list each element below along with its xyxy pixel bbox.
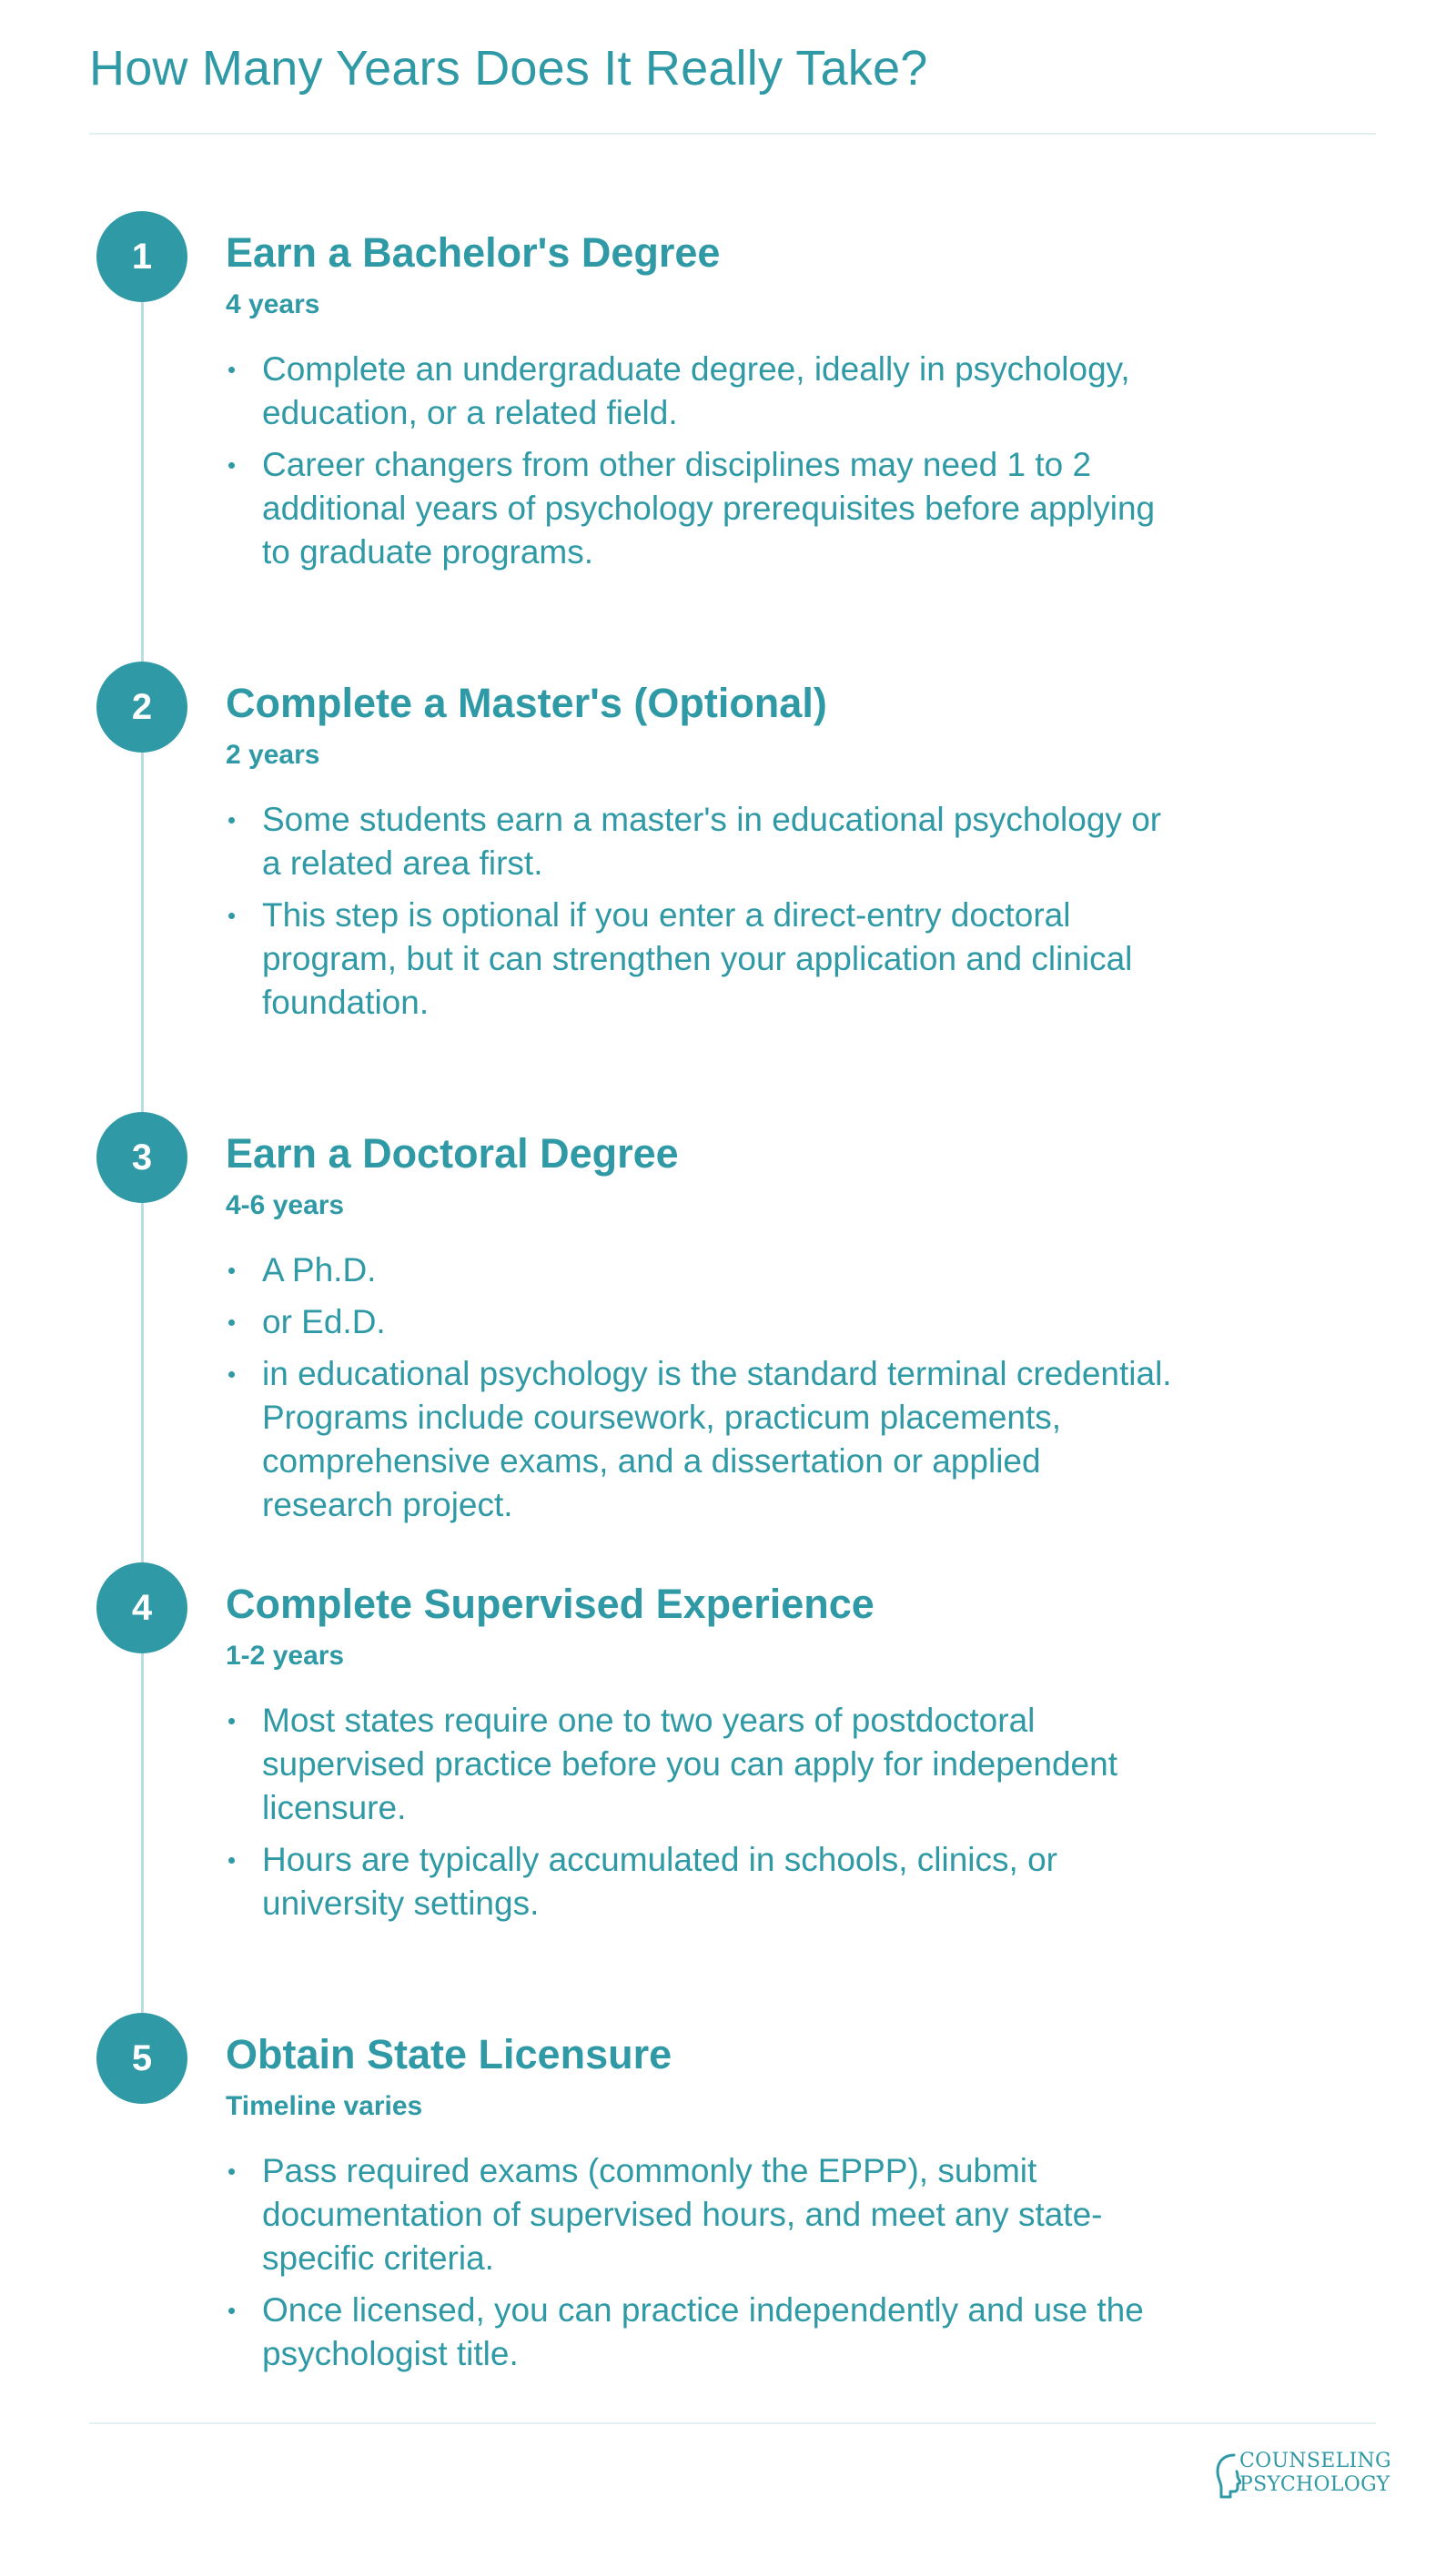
site-logo	[1214, 2448, 1391, 2504]
bullet-item: Most states require one to two years of postdoctoral supervised practice before you can apply for independent licensure.	[226, 1699, 1172, 1830]
bullet-item: Once licensed, you can practice independently and use the psychologist title.	[226, 2289, 1172, 2376]
footer-divider	[89, 2422, 1376, 2424]
step-bullet-list	[226, 2149, 1172, 2384]
step-title: Earn a Bachelor's Degree	[226, 229, 721, 276]
bullet-item: A Ph.D.	[226, 1248, 1172, 1292]
step-bullet-list	[226, 348, 1172, 582]
step-bullet-list	[226, 1699, 1172, 1934]
step-duration: Timeline varies	[226, 2091, 423, 2121]
step-number-badge: 4	[96, 1562, 187, 1653]
step-duration: 4-6 years	[226, 1190, 345, 1220]
bullet-item: Some students earn a master's in educational psychology or a related area first.	[226, 798, 1172, 885]
step-title: Earn a Doctoral Degree	[226, 1130, 679, 1177]
head-profile-icon	[1214, 2451, 1241, 2501]
bullet-item: or Ed.D.	[226, 1300, 1172, 1344]
bullet-item: Pass required exams (commonly the EPPP), submit documentation of supervised hours, and meet any state-specific criteria.	[226, 2149, 1172, 2280]
bullet-item: in educational psychology is the standard terminal credential. Programs include coursework, practicum placements, comprehensive exams, and a dissertation or applied research project.	[226, 1352, 1172, 1527]
step-number-badge: 3	[96, 1112, 187, 1203]
step-title: Obtain State Licensure	[226, 2031, 672, 2077]
step-number-badge: 1	[96, 211, 187, 302]
bullet-item: Hours are typically accumulated in schools, clinics, or university settings.	[226, 1838, 1172, 1925]
step-duration: 4 years	[226, 289, 320, 319]
step-duration: 1-2 years	[226, 1641, 345, 1671]
logo-text-line1: COUNSELING	[1239, 2450, 1391, 2472]
bullet-item: This step is optional if you enter a direct-entry doctoral program, but it can strengthen your application and clinical foundation.	[226, 894, 1172, 1025]
page-title: How Many Years Does It Really Take?	[89, 41, 928, 96]
bullet-item: Complete an undergraduate degree, ideally in psychology, education, or a related field.	[226, 348, 1172, 435]
step-bullet-list	[226, 1248, 1172, 1535]
logo-text-line2: PSYCHOLOGY	[1239, 2473, 1390, 2496]
step-duration: 2 years	[226, 740, 320, 770]
step-number-badge: 5	[96, 2013, 187, 2104]
step-bullet-list	[226, 798, 1172, 1033]
step-title: Complete a Master's (Optional)	[226, 680, 827, 726]
step-number-badge: 2	[96, 662, 187, 753]
header-divider	[89, 133, 1376, 135]
step-title: Complete Supervised Experience	[226, 1581, 875, 1627]
bullet-item: Career changers from other disciplines may need 1 to 2 additional years of psychology prerequisites before applying to graduate programs.	[226, 443, 1172, 574]
